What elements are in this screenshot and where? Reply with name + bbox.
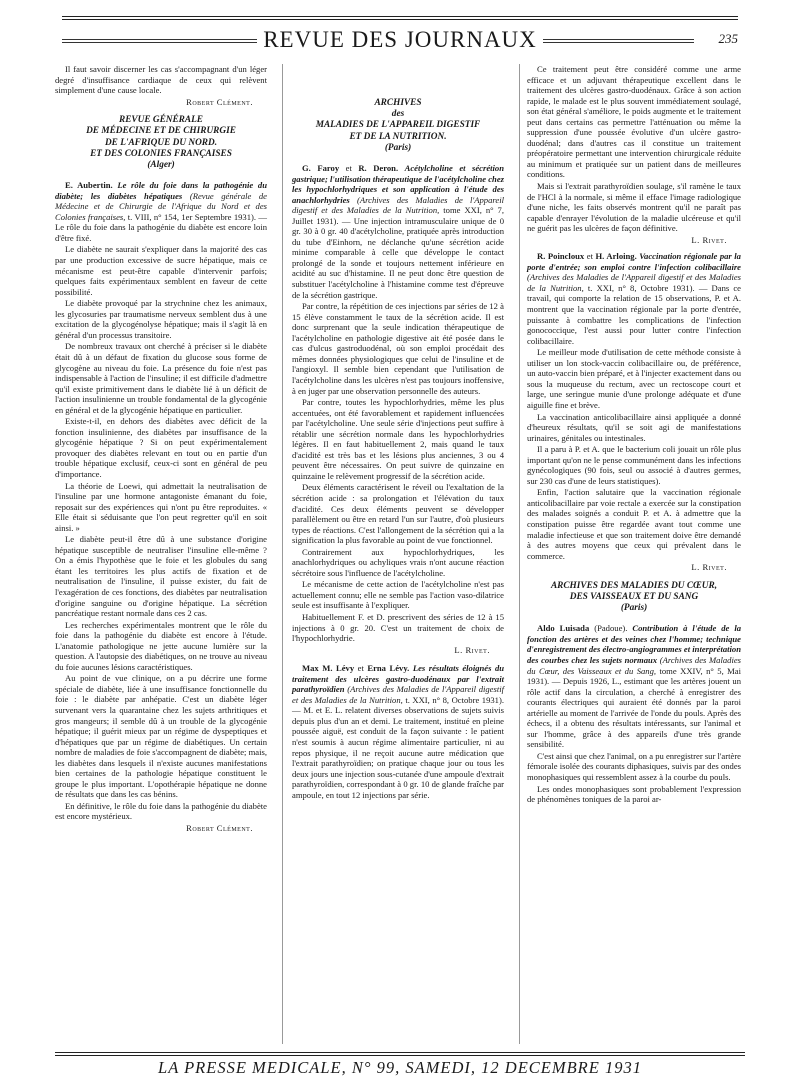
article-author: R. Poincloux [537, 251, 585, 262]
column-3 [527, 64, 741, 806]
article-reference: (Archives des Maladies du Cœur, des Vaisseaux et du Sang, [527, 654, 741, 676]
article-title: Contribution à l'étude de la fonction des artères et des veines chez l'homme; technique d'enregistrement des électro-angiogrammes et interprétation des courbes chez les sujets normaux [527, 623, 742, 665]
article-text: t. XXI, n° 8, Octobre 1931). — M. et E. L. relatent diverses observations de sujets suivis depuis plus d'un an et demi. Le traitement, institué en pleine poussée aiguë, est conduit de la façon suivante : le patient n'est soumis à aucun régime alimentaire particulier, ni au repos physique, il ne reçoit aucune autre médication que l'extrait parathyroïdien; on pratique chaque jour ou tous les deux jours une injection sous-cutanée d'une ampoule d'extrait parathyroïdien, correspondant à 0 gr. 10 de glande fraîche par ampoule, en tout 12 injections par série. [292, 694, 504, 800]
paragraph: Il faut savoir discerner les cas s'accompagnant d'un léger degré d'insuffisance cardiaque de ceux qui relèvent simplement d'une cause locale. [55, 64, 267, 96]
footer-rule-double [55, 1055, 745, 1056]
page-footer: LA PRESSE MEDICALE, N° 99, SAMEDI, 12 DECEMBRE 1931 [158, 1058, 642, 1077]
article-author: H. Arloing. [595, 251, 637, 262]
article-author: Erna Lévy. [367, 663, 410, 674]
paragraph: Le diabète provoqué par la strychnine chez les animaux, les glycosuries par traumatisme nerveux semblent dus à une excitation de la glycogénolyse hépatique; mais il s'agit là en général d'un processus transitoire. [55, 298, 267, 340]
paragraph: Existe-t-il, en dehors des diabètes avec déficit de la fonction insulinienne, des diabètes par insuffisance de la glycogénie hépatique ? Si on peut expérimentalement provoquer des diabètes relevant en tout ou en partie d'un trouble hépatique exclusif, ceux-ci sont en général de peu d'importance. [55, 416, 267, 479]
section-heading-revue-generale: REVUE GÉNÉRALE DE MÉDECINE ET DE CHIRURGIE DE L'AFRIQUE DU NORD. ET DES COLONIES FRANÇAISES (Alger) [86, 115, 236, 170]
article-reference: (Revue générale de Médecine et de Chirurgie de l'Afrique du Nord et des Colonies françaises, [55, 190, 267, 222]
article-levy: Max M. Lévy et Erna Lévy. Les résultats éloignés du traitement des ulcères gastro-duodénaux par l'extrait parathyroïdien (Archives des Maladies de l'Appareil digestif et des Maladies de la Nutrition, t. XXI, n° 8, Octobre 1931). — M. et E. L. relatent diverses observations de sujets suivis depuis plus d'un an et demi. Le traitement, institué en pleine poussée aiguë, est conduit de la façon suivante : le patient n'est soumis à aucun régime alimentaire particulier, ni au repos physique, il ne reçoit aucune autre médication que l'extrait parathyroïdien; on pratique chaque jour ou tous les deux jours une injection sous-cutanée d'une ampoule d'extrait parathyroïdien, correspondant à 0 gr. 10 de glande fraîche par ampoule, en tout 12 injections par série. [292, 663, 505, 800]
page-number: 235 [718, 31, 738, 46]
article-reference: (Archives des Maladies de l'Appareil digestif et des Maladies de la Nutrition, [292, 684, 504, 705]
page-header [62, 27, 738, 55]
article-author: E. Aubertin. [65, 180, 113, 191]
paragraph: Au point de vue clinique, on a pu décrire une forme spéciale de diabète, liée à une insuffisance fonctionnelle du foie : le diabète par anhépatie. C'est un diabète léger survenant vers la quarantaine chez les sujets arthritiques et gros mangeurs; il semble dû à un trouble de la glycogénie hépatique; il guérit mieux par un régime de dyspeptiques et d'hépatiques que par un régime de diabétiques. Un certain nombre de maladies de foie s'accompagnent de diabète; mais, les diabètes dans lesquels il n'existe aucunes manifestations bien certaines de la pathologie hépatique constituent le groupe le plus important. L'opothérapie hépatique ne donne de résultats que dans les cas bénins. [55, 673, 267, 800]
column-divider-2 [519, 64, 520, 1044]
paragraph: Le diabète ne saurait s'expliquer dans la majorité des cas par une production excessive de sucre hépatique, mais ce mécanisme est peut-être capable d'intervenir parfois; quelques faits expérimentaux semblent en faveur de cette possibilité. [55, 244, 267, 297]
signature: Robert Clément. [186, 96, 253, 107]
section-heading-archives-coeur: ARCHIVES DES MALADIES DU CŒUR, DES VAISSEAUX ET DU SANG (Paris) [550, 580, 718, 614]
paragraph: Mais si l'extrait parathyroïdien soulage, s'il ramène le taux de l'HCl à la normale, si même il efface l'image radiologique d'une niche, les faits observés montrent qu'il ne paraît pas capable d'enrayer l'évolution de la maladie ulcéreuse et qu'il ne guérit pas les ulcères de façon définitive. [527, 181, 741, 234]
signature: L. Rivet. [691, 562, 727, 573]
article-title: Vaccination régionale par la porte d'entrée; son emploi contre l'infection colibacillaire [527, 251, 741, 272]
paragraph: Deux éléments caractérisent le réveil ou l'exaltation de la sécrétion acide : sa prolongation et l'élévation du taux d'acidité. Ces deux éléments peuvent se développer parallèlement ou être en retard l'un sur l'autre, d'où plusieurs types de réactions. C'est l'allongement de la sécrétion qui a la signification la plus favorable au point de vue fonctionnel. [292, 482, 504, 546]
article-title: Les résultats éloignés du traitement des ulcères gastro-duodénaux par l'extrait parathyroïdien [292, 663, 505, 695]
article-poincloux-arloing: R. Poincloux et H. Arloing. Vaccination régionale par la porte d'entrée; son emploi contre l'infection colibacillaire (Archives des Maladies de l'Appareil digestif et des Maladies de la Nutrition, t. XXI, n° 8, Octobre 1931). — Dans ce travail, qui comporte la relation de 15 observations, P. et A. montrent que la vaccination régionale par la porte d'entrée, puissante à combattre les complications de l'infection gonococcique, l'est aussi pour lutter contre l'infection colibacillaire. [527, 251, 741, 346]
article-aubertin [55, 180, 267, 243]
article-luisada: Aldo Luisada (Padoue). Contribution à l'étude de la fonction des artères et des veines chez l'homme; technique d'enregistrement des électro-angiogrammes et interprétation des courbes chez les sujets normaux (Archives des Maladies du Cœur, des Vaisseaux et du Sang, tome XXIV, n° 5, Mai 1931). — Depuis 1926, L., estimant que les artères jouent un rôle actif dans la circulation, a cherché à enregistrer des courants électriques qui auraient été donnés par la paroi artérielle au moment de l'arrivée de l'onde du pouls. Après des échecs, il a obtenu des résultats intéressants, sur l'animal et sur l'homme, grâce à des appareils d'une très grande sensibilité. [527, 623, 742, 750]
footer-rule [55, 1052, 745, 1053]
column-1 [55, 64, 267, 838]
article-author: G. Faroy [302, 163, 340, 174]
paragraph: La vaccination anticolibacillaire ainsi appliquée a donné d'heureux résultats, qu'il se soit agi de manifestations urinaires, génitales ou intestinales. [527, 411, 741, 443]
article-reference: (Archives des Maladies de l'Appareil digestif et des Maladies de la Nutrition, [527, 272, 741, 293]
paragraph: Le meilleur mode d'utilisation de cette méthode consiste à utiliser un lon stock-vaccin colibacillaire ou, de préférence, un auto-vaccin bien préparé, et à l'injecter exactement dans ou sous la muqueuse du rectum, avec un rectoscope court et large, une seringue munie d'une prolonge adéquate et d'une aiguille fine et brève. [527, 347, 741, 410]
paragraph: Les recherches expérimentales montrent que le rôle du foie dans la pathogénie du diabète est encore à l'étude. L'anatomie pathologique ne jette aucune lumière sur la question. A l'autopsie des diabétiques, on ne trouve au niveau du foie aucunes lésions caractéristiques. [55, 619, 267, 672]
section-heading-archives-digestif: ARCHIVES des MALADIES DE L'APPAREIL DIGESTIF ET DE LA NUTRITION. (Paris) [315, 98, 481, 153]
paragraph: En définitive, le rôle du foie dans la pathogénie du diabète est encore mystérieux. [55, 800, 267, 822]
top-rule-double [62, 19, 738, 20]
article-reference: (Archives des Maladies de l'Appareil digestif et des Maladies de la Nutrition, [292, 194, 504, 216]
paragraph: La théorie de Loewi, qui admettait la neutralisation de l'insuline par une hormone antagoniste émanant du foie, reposait sur des expériences qui n'ont pu être reproduites. « Elle était si séduisante que l'on peut regretter qu'il en soit ainsi. » [55, 480, 267, 533]
paragraph: Le mécanisme de cette action de l'acétylcholine n'est pas actuellement connu; elle ne semble pas l'action vaso-dilatrice seule est insuffisante à l'expliquer. [292, 579, 504, 611]
paragraph: De nombreux travaux ont cherché à préciser si le diabète était dû à un défaut de fixation du glucose sous forme de glycogène au niveau du foie. La présence du foie n'est pas indispensable à l'action de l'insuline; il est difficile d'admettre qu'il existe primitivement dans le diabète lié à un déficit de l'action insulinienne un trouble fondamental de la glycogénie en général et de la glycogénie hépatique en particulier. [55, 341, 267, 415]
paragraph: Enfin, l'action salutaire que la vaccination régionale anticolibacillaire par voie rectale a exercée sur la constipation des malades soignés a conduit P. et A. à admettre que la constipation puisse être regardée avant tout comme une maladie infectieuse et que son traitement doive être demandé à des autres moyens que ceux qui prévalent dans le commerce. [527, 487, 741, 561]
paragraph: Le diabète peut-il être dû à une substance d'origine hépatique susceptible de neutraliser l'insuline elle-même ? On a émis l'hypothèse que le foie et les globules du sang étant les territoires les plus actifs de fixation et de neutralisation de l'insuline, il puisse exister, du fait de l'exagération de ces fonctions, des diabètes par neutralisation d'origine sanguine ou d'origine hépatique. La sécrétion pancréatique restant normale dans ces 2 cas. [55, 534, 267, 619]
article-text: t. VIII, n° 154, 1er Septembre 1931). — Le rôle du foie dans la pathogénie du diabète est encore loin d'être fixé. [55, 211, 267, 243]
paragraph: Les ondes monophasiques sont probablement l'expression de phénomènes toniques de la paroi ar- [527, 783, 741, 805]
paragraph: C'est ainsi que chez l'animal, on a pu enregistrer sur l'artère fémorale isolée des courants diphasiques, suivis par des ondes monophasiques qui ressemblent assez à la courbe du pouls. [527, 750, 741, 782]
journal-title: REVUE DES JOURNAUX [62, 27, 738, 53]
article-author: R. Deron. [358, 163, 399, 174]
paragraph: Contrairement aux hypochlorhydriques, les anachlorhydriques ou achyliques vrais n'ont aucune réaction sécrétoire sous l'influence de l'acétylcholine. [292, 546, 504, 578]
signature: L. Rivet. [454, 644, 490, 655]
article-author: Max M. Lévy [302, 663, 355, 674]
top-rule [62, 16, 738, 17]
article-title: Acétylcholine et sécrétion gastrique; l'utilisation thérapeutique de l'acétylcholine chez les hypochlorhydriques et son application à l'étude des anachlorhydries [292, 163, 504, 205]
column-divider-1 [282, 64, 283, 1044]
article-author: Aldo Luisada [537, 623, 590, 634]
signature: Robert Clément. [186, 823, 253, 834]
article-faroy-deron: G. Faroy et R. Deron. Acétylcholine et sécrétion gastrique; l'utilisation thérapeutique de l'acétylcholine chez les hypochlorhydriques et son application à l'étude des anachlorhydries (Archives des Maladies de l'Appareil digestif et des Maladies de la Nutrition, tome XXI, n° 7, Juillet 1931). — Une injection intramusculaire unique de 0 gr. 30 à 0 gr. 40 d'acétylcholine, pratiquée après introduction du tube d'Einhorn, ne déclanche qu'une sécrétion acide minime comparable à celle que développe le contact prolongé de la sonde et toujours nettement inférieure en acidité au suc d'histamine. Il ne peut donc être question de substituer l'acétylcholine à l'histamine comme test d'épreuve de la sécrétion gastrique. [292, 163, 505, 300]
signature: L. Rivet. [691, 234, 727, 245]
paragraph: Il a paru à P. et A. que le bacterium coli jouait un rôle plus important qu'on ne le pense communément dans les infections gynécologiques (90 fois, seul ou associé à d'autres germes, sur 230 cas d'une de leurs statistiques). [527, 444, 741, 486]
paragraph: Par contre, toutes les hypochlorhydries, même les plus accentuées, ont été favorablement et rapidement influencées par l'acétylcholine. Une seule série d'injections peut suffire à rétablir une sécrétion normale dans les hypochlorhydries légères. Il en faut habituellement 2, mais quand le taux d'acidité est très bas et les lésions plus anciennes, 3 ou 4 peuvent être nécessaires. On peut suivre de quinzaine en quinzaine le relèvement progressif de la sécrétion acide. [292, 397, 504, 481]
article-text: t. XXI, n° 8, Octobre 1931). — Dans ce travail, qui comporte la relation de 15 observations, P. et A. montrent que la vaccination régionale par la porte d'entrée, puissante à combattre les complications de l'infection gonococcique, l'est aussi pour lutter contre l'infection colibacillaire. [527, 282, 741, 346]
article-title: Le rôle du foie dans la pathogénie du diabète; les diabètes hépatiques [55, 180, 267, 201]
column-2 [292, 64, 504, 801]
paragraph: Ce traitement peut être considéré comme une arme efficace et un adjuvant thérapeutique excellent dans le traitement des ulcères gastro-duodénaux. Grâce à son action rapide, le malade est le plus souvent immédiatement soulagé, son état général s'améliore, le poids augmente et le traitement peut dans certains cas permettre l'atténuation ou même la suppression d'une poussée évolutive d'un ulcère gastro-duodénal; dans d'autres cas il constitue un traitement préopératoire permettant une intervention chirurgicale réduite au minimum et pratiquée sur un patient dans de meilleures conditions. [527, 64, 741, 180]
article-text: tome XXI, n° 7, Juillet 1931). — Une injection intramusculaire unique de 0 gr. 30 à 0 gr. 40 d'acétylcholine, pratiquée après introduction du tube d'Einhorn, ne déclanche qu'une sécrétion acide minime comparable à celle que développe le contact prolongé de la sonde et toujours nettement inférieure en acidité au suc d'histamine. Il ne peut donc être question de substituer l'acétylcholine à l'histamine comme test d'épreuve de la sécrétion gastrique. [292, 205, 505, 300]
paragraph: Habituellement F. et D. prescrivent des séries de 12 à 15 injections à 0 gr. 20. C'est un traitement de choix de l'hypochlorhydrie. [292, 611, 504, 644]
paragraph: Par contre, la répétition de ces injections par séries de 12 à 15 élève constamment le taux de la sécrétion acide. Il est donc surprenant que la seule indication thérapeutique de l'acétylcholine en pathologie digestive ait été posée dans le cas d'ulcus gastroduodénal, où son emploi procédait des mêmes données physiologiques que celui de l'insuline et de l'angioxyl. Il semble bien cependant que l'utilisation de l'acétylcholine dans les ulcères n'est pas toujours inoffensive, à en juger par une observation personnelle des auteurs. [292, 301, 504, 396]
article-text: tome XXIV, n° 5, Mai 1931). — Depuis 1926, L., estimant que les artères jouent un rôle actif dans la circulation, a cherché à enregistrer des courants électriques qui auraient été donnés par la paroi artérielle au moment de l'arrivée de l'onde du pouls. Après des échecs, il a obtenu des résultats intéressants, sur l'animal et sur l'homme, grâce à des appareils d'une très grande sensibilité. [527, 665, 742, 750]
